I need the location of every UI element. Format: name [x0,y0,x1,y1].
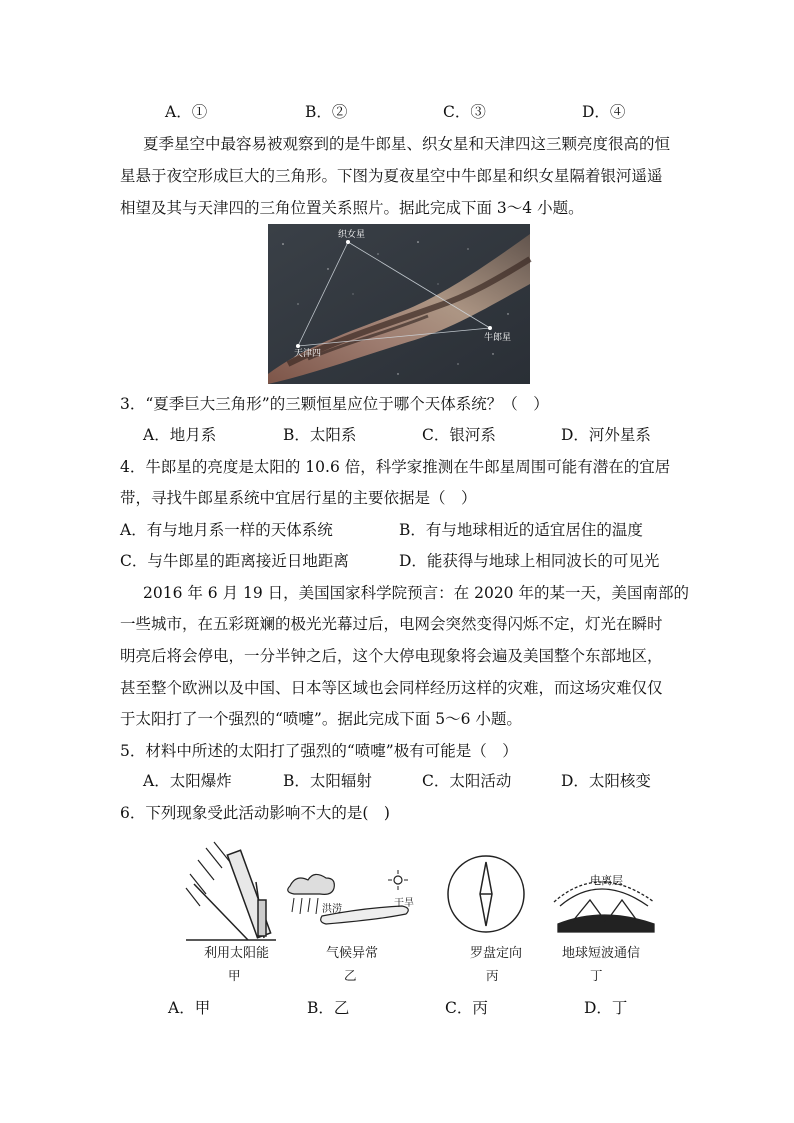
q4-option-d[interactable]: D．能获得与地球上相同波长的可见光 [399,552,660,570]
q6-option-c[interactable]: C．丙 [445,999,488,1017]
intro2-line-2: 一些城市，在五彩斑斓的极光光幕过后，电网会突然变得闪烁不定，灯光在瞬时 [120,615,663,633]
q2-option-d[interactable]: D．④ [582,103,626,121]
q6-stem: 6．下列现象受此活动影响不大的是( ) [120,804,390,822]
vega-label: 织女星 [338,230,366,240]
q5-option-a[interactable]: A．太阳爆炸 [143,772,232,790]
ionosphere-icon [554,882,654,932]
q3-option-c[interactable]: C．银河系 [422,426,496,444]
flood-tag: 洪涝 [322,904,342,915]
q5-option-c[interactable]: C．太阳活动 [422,772,512,790]
figure-letter-jia: 甲 [228,968,241,983]
q5-stem: 5．材料中所述的太阳打了强烈的“喷嚏”极有可能是（ ） [120,742,518,760]
drought-tag: 干旱 [394,898,414,909]
climate-anomaly-icon [288,870,409,924]
q6-figure-strip [186,842,641,987]
summer-triangle-photo [268,224,530,384]
q3-option-b[interactable]: B．太阳系 [283,426,357,444]
q4-option-a[interactable]: A．有与地月系一样的天体系统 [120,521,333,539]
figure-letter-ding: 丁 [590,968,603,983]
altair-label: 牛郎星 [484,333,512,343]
q4-option-c[interactable]: C．与牛郎星的距离接近日地距离 [120,552,349,570]
figure-letter-bing: 丙 [486,968,499,983]
deneb-label: 天津四 [294,349,322,359]
solar-panel-icon [186,842,276,940]
q4-stem-line-2: 带，寻找牛郎星系统中宜居行星的主要依据是（ ） [120,489,477,507]
q4-stem-line-1: 4．牛郎星的亮度是太阳的 10.6 倍，科学家推测在牛郎星周围可能有潜在的宜居 [120,458,671,476]
intro1-line-1: 夏季星空中最容易被观察到的是牛郎星、织女星和天津四这三颗亮度很高的恒 [143,135,671,153]
compass-icon [448,856,524,932]
q5-option-d[interactable]: D．太阳核变 [561,772,651,790]
figure-caption-compass: 罗盘定向 [470,946,523,961]
figure-caption-climate: 气候异常 [326,946,379,961]
q4-option-b[interactable]: B．有与地球相近的适宜居住的温度 [399,521,643,539]
intro2-line-1: 2016 年 6 月 19 日，美国国家科学院预言：在 2020 年的某一天，美国南部的 [143,584,689,602]
q3-stem: 3．“夏季巨大三角形”的三颗恒星应位于哪个天体系统？（ ） [120,395,549,413]
figure-caption-solar: 利用太阳能 [204,946,270,961]
intro2-line-4: 甚至整个欧洲以及中国、日本等区域也会同样经历这样的灾难，而这场灾难仅仅 [120,679,663,697]
intro2-line-5: 于太阳打了一个强烈的“喷嚏”。据此完成下面 5～6 小题。 [120,710,522,728]
q3-option-a[interactable]: A．地月系 [143,426,217,444]
q5-option-b[interactable]: B．太阳辐射 [283,772,372,790]
ionosphere-tag: 电离层 [590,874,623,887]
q2-option-c[interactable]: C．③ [443,103,486,121]
q2-option-a[interactable]: A．① [165,103,208,121]
q6-option-a[interactable]: A．甲 [168,999,211,1017]
q6-option-b[interactable]: B．乙 [307,999,350,1017]
figure-letter-yi: 乙 [344,968,357,983]
q3-option-d[interactable]: D．河外星系 [561,426,651,444]
q2-option-b[interactable]: B．② [305,103,348,121]
intro1-line-3: 相望及其与天津四的三角位置关系照片。据此完成下面 3～4 小题。 [120,199,584,217]
q6-option-d[interactable]: D．丁 [584,999,628,1017]
figure-caption-radio: 地球短波通信 [562,946,641,961]
intro1-line-2: 星悬于夜空形成巨大的三角形。下图为夏夜星空中牛郎星和织女星隔着银河遥遥 [120,167,663,185]
intro2-line-3: 明亮后将会停电，一分半钟之后，这个大停电现象将会遍及美国整个东部地区， [120,647,663,665]
